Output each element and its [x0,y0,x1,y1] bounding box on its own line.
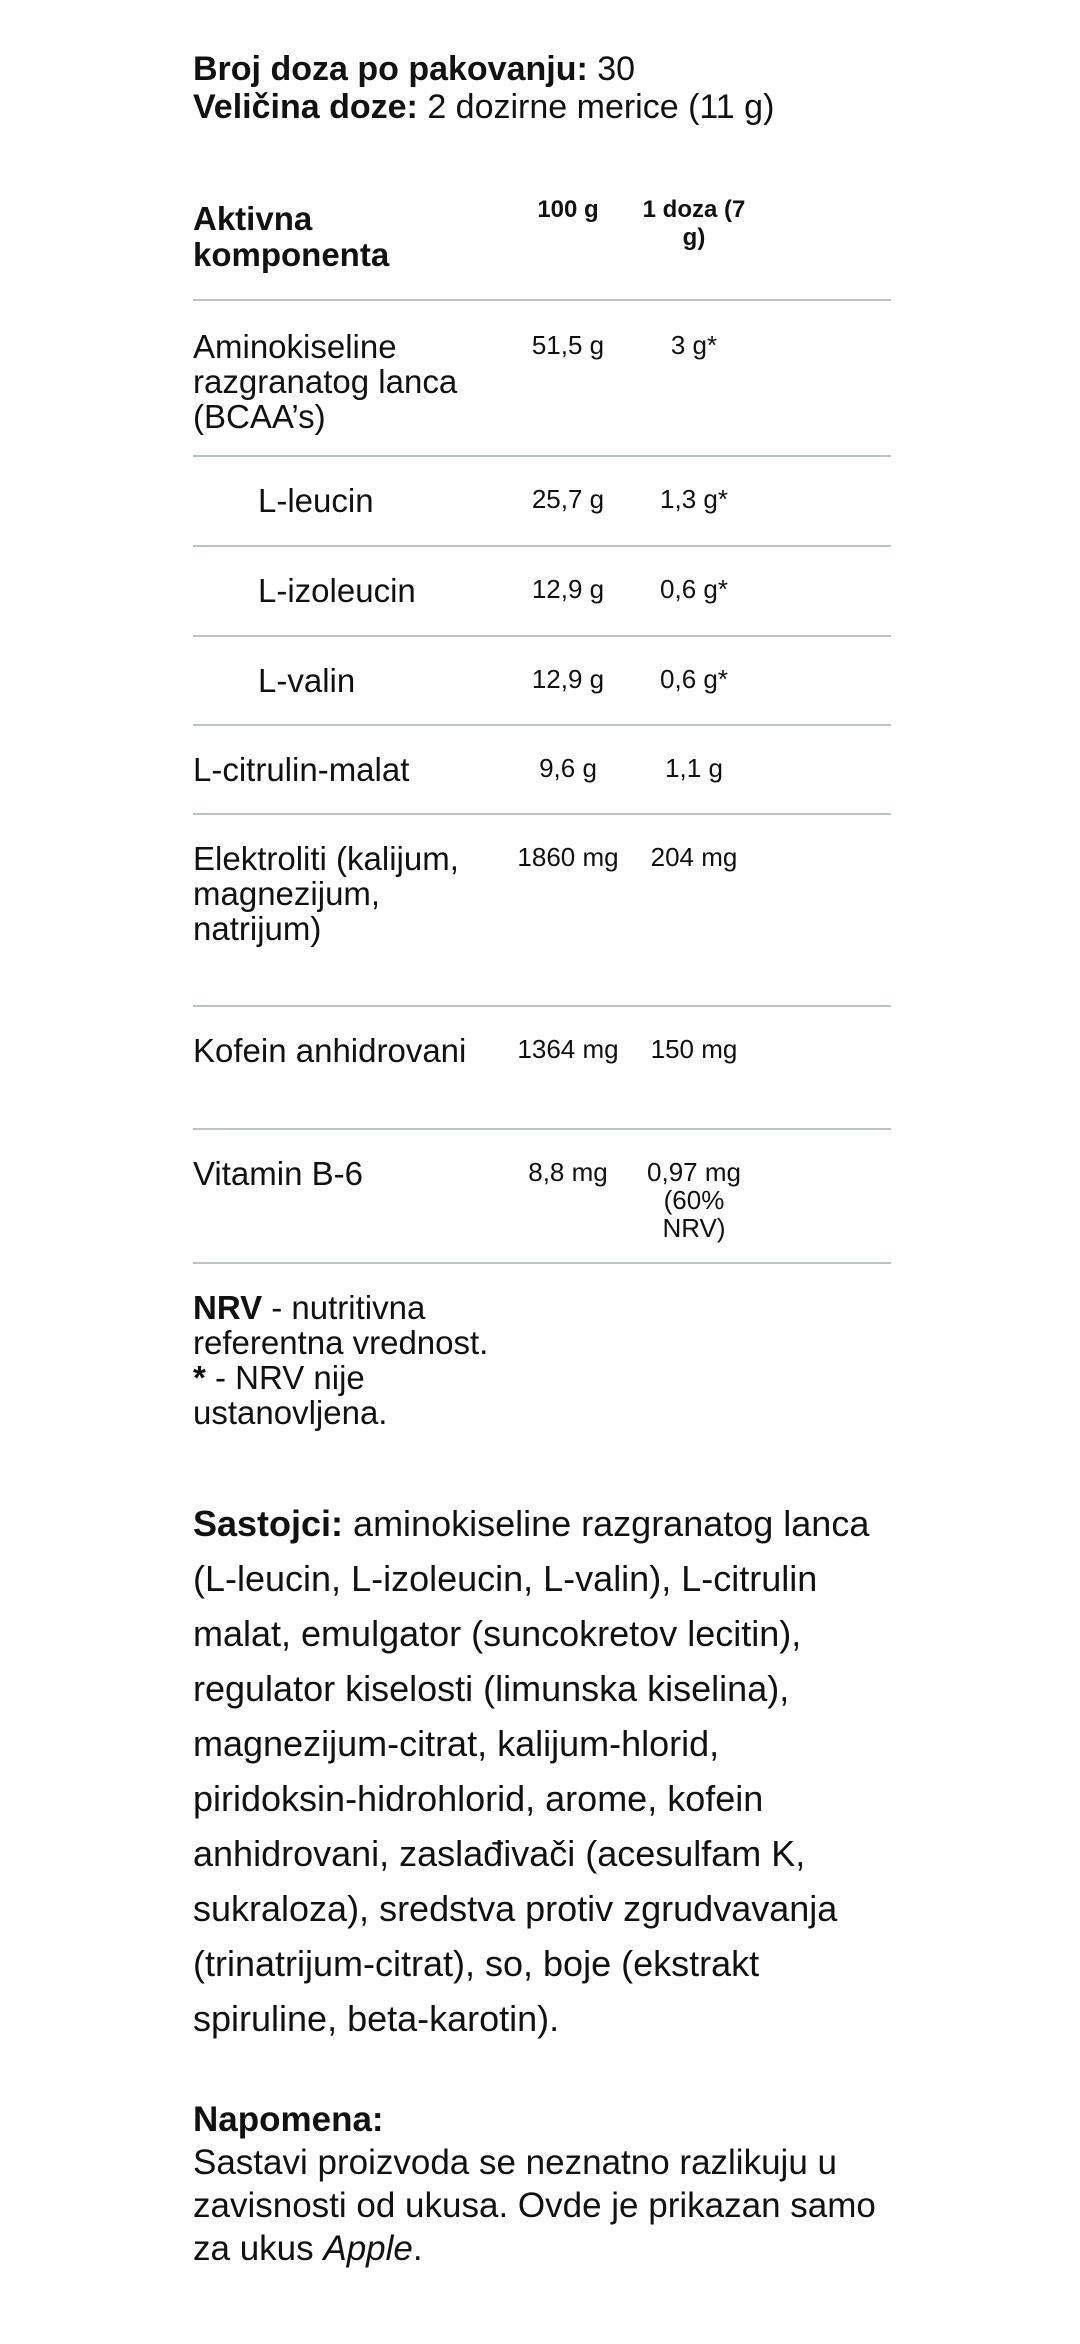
serving-size-value: 2 dozirne merice (11 g) [427,88,775,126]
ingredients-text: aminokiseline razgranatog lanca (L-leucin, L-izoleucin, L-valin), L-citrulin malat, emulgator (suncokretov lecitin), regulator kiselosti (limunska kiselina), magnezijum-citrat, kalijum-hlorid, piridoksin-hidrohlorid, arome, kofein anhidrovani, zaslađivači (acesulfam K, sukraloza), sredstva protiv zgrudvavanja (trinatrijum-citrat), so, boje (ekstrakt spiruline, beta-karotin). [193,1503,870,2039]
row-per-100g: 8,8 mg [528,1157,608,1187]
nrv-asterisk: * [193,1359,206,1396]
row-name: Aminokiseline razgranatog lanca (BCAA’s) [193,328,458,435]
row-per-dose: 0,6 g* [660,664,728,694]
remark-flavor: Apple [323,2229,413,2268]
nrv-note [193,1290,493,1430]
remark [193,2098,893,2270]
row-per-100g: 9,6 g [539,753,597,783]
table-row [193,1130,891,1264]
row-per-100g: 12,9 g [531,574,605,604]
table-row [193,547,891,637]
remark-end: . [412,2229,423,2268]
ingredients [193,1496,883,2046]
row-per-dose: 150 mg [650,1034,738,1064]
table-row [193,637,891,726]
serving-info [193,50,893,126]
table-row [193,457,891,547]
nrv-abbr: NRV [193,1289,263,1326]
nutrition-table [193,196,891,1264]
row-per-100g: 1860 mg [517,842,619,872]
row-name: Vitamin B-6 [193,1155,363,1192]
nrv-definition: - nutritivna referentna vrednost. [193,1289,489,1361]
row-name: L-izoleucin [258,572,416,609]
row-per-dose: 0,6 g* [660,574,728,604]
row-per-dose: 204 mg [650,842,738,872]
row-per-dose: 0,97 mg (60% NRV) [647,1157,741,1243]
doses-value: 30 [597,50,636,88]
row-name: Elektroliti (kalijum, magnezijum, natrijum) [193,840,459,947]
row-per-dose: 1,1 g [665,753,723,783]
row-per-100g: 25,7 g [531,484,605,514]
header-per-dose: 1 doza (7 g) [642,196,746,251]
table-row [193,815,891,1007]
serving-size-label: Veličina doze: [193,88,418,126]
row-per-100g: 12,9 g [531,664,605,694]
doses-per-package [193,50,893,88]
row-name: L-valin [258,662,356,699]
row-per-dose: 1,3 g* [660,484,728,514]
table-row [193,726,891,815]
header-per-100g: 100 g [537,196,599,223]
table-header [193,196,891,301]
row-name: L-citrulin-malat [193,751,410,788]
remark-text: Sastavi proizvoda se neznatno razlikuju u zavisnosti od ukusa. Ovde je prikazan samo za ukus [193,2143,876,2268]
serving-size [193,88,893,126]
row-name: Kofein anhidrovani [193,1032,467,1069]
row-per-dose: 3 g* [670,330,718,360]
doses-label: Broj doza po pakovanju: [193,50,588,88]
row-name: L-leucin [258,482,374,519]
row-per-100g: 1364 mg [517,1034,619,1064]
row-per-100g: 51,5 g [531,330,605,360]
remark-title: Napomena: [193,2100,384,2139]
table-row [193,1007,891,1130]
product-info [193,50,893,2270]
table-row [193,301,891,457]
ingredients-label: Sastojci: [193,1503,344,1544]
header-component: Aktivna komponenta [193,200,390,273]
nrv-not-established: - NRV nije ustanovljena. [193,1359,388,1431]
